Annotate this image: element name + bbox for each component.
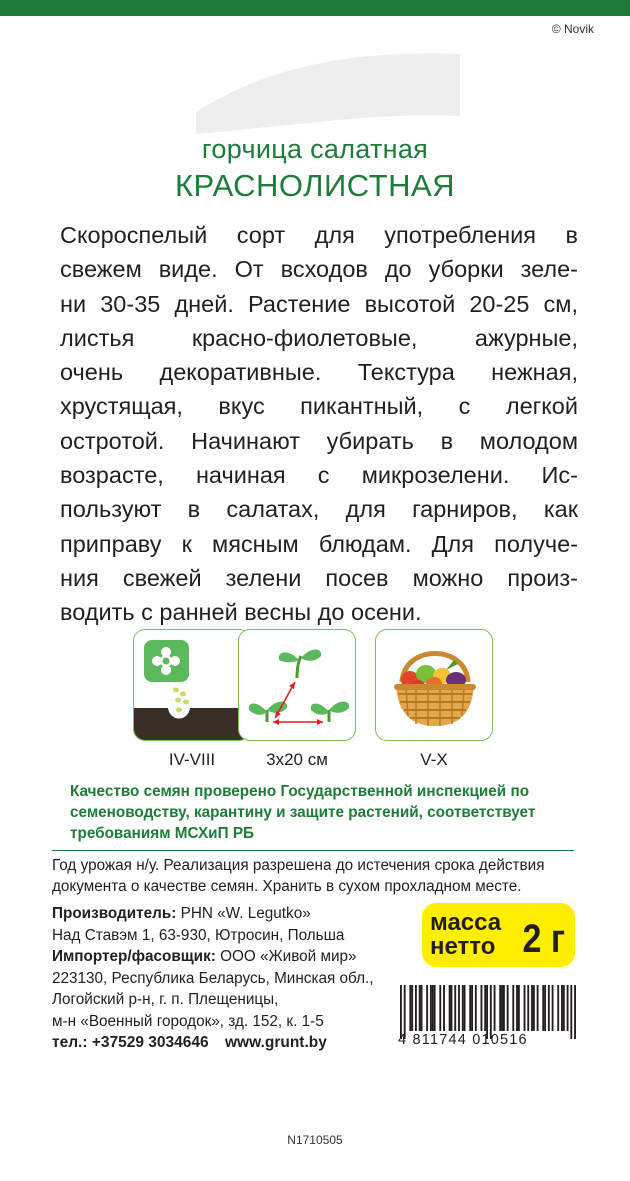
barcode-bar xyxy=(563,985,565,1031)
barcode-bar xyxy=(533,985,535,1031)
description-line: свежем виде. От всходов до уборки зеле- xyxy=(60,256,578,283)
batch-code: N1710505 xyxy=(287,1133,343,1147)
barcode-bar xyxy=(415,985,417,1031)
manufacturer-info xyxy=(52,903,374,1033)
description-line: водить с ранней весны до осени. xyxy=(60,599,422,626)
barcode-bar xyxy=(561,985,563,1031)
description-line: приправу к мясным блюдам. Для получе- xyxy=(60,530,578,557)
mass-value: 2 г xyxy=(522,917,565,961)
description-line: возрасте, начиная с микрозелени. Ис- xyxy=(60,462,578,489)
barcode-number: 4 811744 010516 xyxy=(398,1032,528,1048)
barcode-bar xyxy=(516,985,518,1031)
barcode-bar xyxy=(544,985,546,1031)
barcode-bar xyxy=(574,985,576,1039)
mass-label-line2: нетто xyxy=(430,933,496,960)
sowing-period-label: IV-VIII xyxy=(168,750,216,769)
barcode-bar xyxy=(531,985,533,1031)
spacing-label: 3x20 см xyxy=(266,750,328,769)
description-line: листья красно-фиолетовые, ажурные, xyxy=(60,324,578,351)
barcode-bar xyxy=(552,985,554,1031)
barcode-bar xyxy=(570,985,572,1039)
description-line: пользуют в салатах, для гарниров, как xyxy=(60,496,578,523)
barcode-bar xyxy=(454,985,456,1031)
sowing-icon-box xyxy=(133,629,251,741)
barcode-bar xyxy=(567,985,569,1031)
barcode-bar xyxy=(434,985,436,1031)
harvest-storage-text: Год урожая н/у. Реализация разрешена до истечения срока действия документа о качестве семян. Хранить в сухом прохладном месте. xyxy=(52,857,545,895)
barcode-bar xyxy=(432,985,434,1031)
barcode-bar xyxy=(471,985,473,1031)
barcode-bar xyxy=(548,985,550,1031)
importer-address-line: м-н «Военный городок», зд. 152, к. 1-5 xyxy=(52,1012,324,1030)
barcode-bar xyxy=(481,985,483,1031)
net-mass-badge xyxy=(422,903,575,967)
spacing-icon xyxy=(239,630,356,741)
barcode-bar xyxy=(501,985,503,1031)
barcode-bar xyxy=(421,985,423,1031)
barcode-bar xyxy=(458,985,460,1031)
barcode-bar xyxy=(439,985,441,1031)
producer-address: Над Ставэм 1, 63-930, Ютросин, Польша xyxy=(52,926,345,944)
description-line: хрустящая, вкус пикантный, с легкой xyxy=(60,393,578,420)
barcode-bar xyxy=(426,985,428,1031)
barcode-bar xyxy=(430,985,432,1031)
barcode-bar xyxy=(542,985,544,1031)
barcode-bar xyxy=(404,985,406,1039)
producer-name: PHN «W. Legutko» xyxy=(180,905,311,922)
barcode-bar xyxy=(486,985,488,1039)
section-divider xyxy=(52,850,574,851)
barcode-bar xyxy=(503,985,505,1031)
barcode-bar xyxy=(409,985,411,1031)
description-line: ни 30-35 дней. Растение высотой 20-25 см, xyxy=(60,290,578,317)
sowing-icon xyxy=(134,630,251,741)
phone-number: тел.: +37529 3034646 xyxy=(52,1034,209,1051)
barcode-bar xyxy=(537,985,539,1031)
product-description xyxy=(60,218,578,630)
barcode-bar xyxy=(419,985,421,1031)
barcode-bar xyxy=(451,985,453,1031)
product-title: КРАСНОЛИСТНАЯ xyxy=(174,168,456,203)
top-brand-bar xyxy=(0,0,630,16)
barcode-bar xyxy=(527,985,529,1031)
barcode-bar xyxy=(512,985,514,1031)
importer-address-line: Логойский р-н, г. п. Плещеницы, xyxy=(52,991,279,1009)
barcode-bar xyxy=(490,985,492,1039)
contacts xyxy=(52,1034,339,1052)
barcode-bar xyxy=(464,985,466,1031)
barcode-bar xyxy=(507,985,509,1031)
barcode-bar xyxy=(469,985,471,1031)
barcode-bar xyxy=(557,985,559,1031)
barcode-bar xyxy=(499,985,501,1031)
barcode-bar xyxy=(449,985,451,1031)
harvest-icon-box xyxy=(375,629,493,741)
quality-statement: Качество семян проверено Государственной инспекцией по семеноводству, карантину и защите растений, соответствует требованиям МСХиП РБ xyxy=(70,783,536,842)
importer-label: Импортер/фасовщик: xyxy=(52,948,216,966)
description-line: очень декоративные. Текстура нежная, xyxy=(60,359,578,386)
website-link[interactable]: www.grunt.by xyxy=(224,1034,327,1051)
barcode-bar xyxy=(400,985,402,1039)
packet-window-shape xyxy=(196,50,460,134)
barcode-bar xyxy=(524,985,526,1031)
product-subtitle: горчица салатная xyxy=(201,134,429,164)
harvest-period-label: V-X xyxy=(420,750,448,769)
importer-address-line: 223130, Республика Беларусь, Минская обл., xyxy=(52,969,374,987)
description-line: Скороспелый сорт для употребления в xyxy=(60,222,578,248)
mass-label-line1: масса xyxy=(430,909,502,936)
barcode-bar xyxy=(475,985,477,1031)
barcode-bar xyxy=(494,985,496,1031)
importer-name: ООО «Живой мир» xyxy=(220,948,357,966)
barcode-bar xyxy=(518,985,520,1031)
barcode-bar xyxy=(462,985,464,1031)
barcode-bar xyxy=(484,985,486,1031)
producer-label: Производитель: xyxy=(52,905,177,922)
barcode-bar xyxy=(411,985,413,1031)
copyright-text: © Novik xyxy=(551,22,594,36)
description-line: ния свежей зелени посев можно произ- xyxy=(60,564,578,591)
spacing-icon-box xyxy=(238,629,356,741)
barcode-bar xyxy=(443,985,445,1031)
harvest-basket-icon xyxy=(376,630,493,741)
description-line: остротой. Начинают убирать в молодом xyxy=(60,427,578,454)
